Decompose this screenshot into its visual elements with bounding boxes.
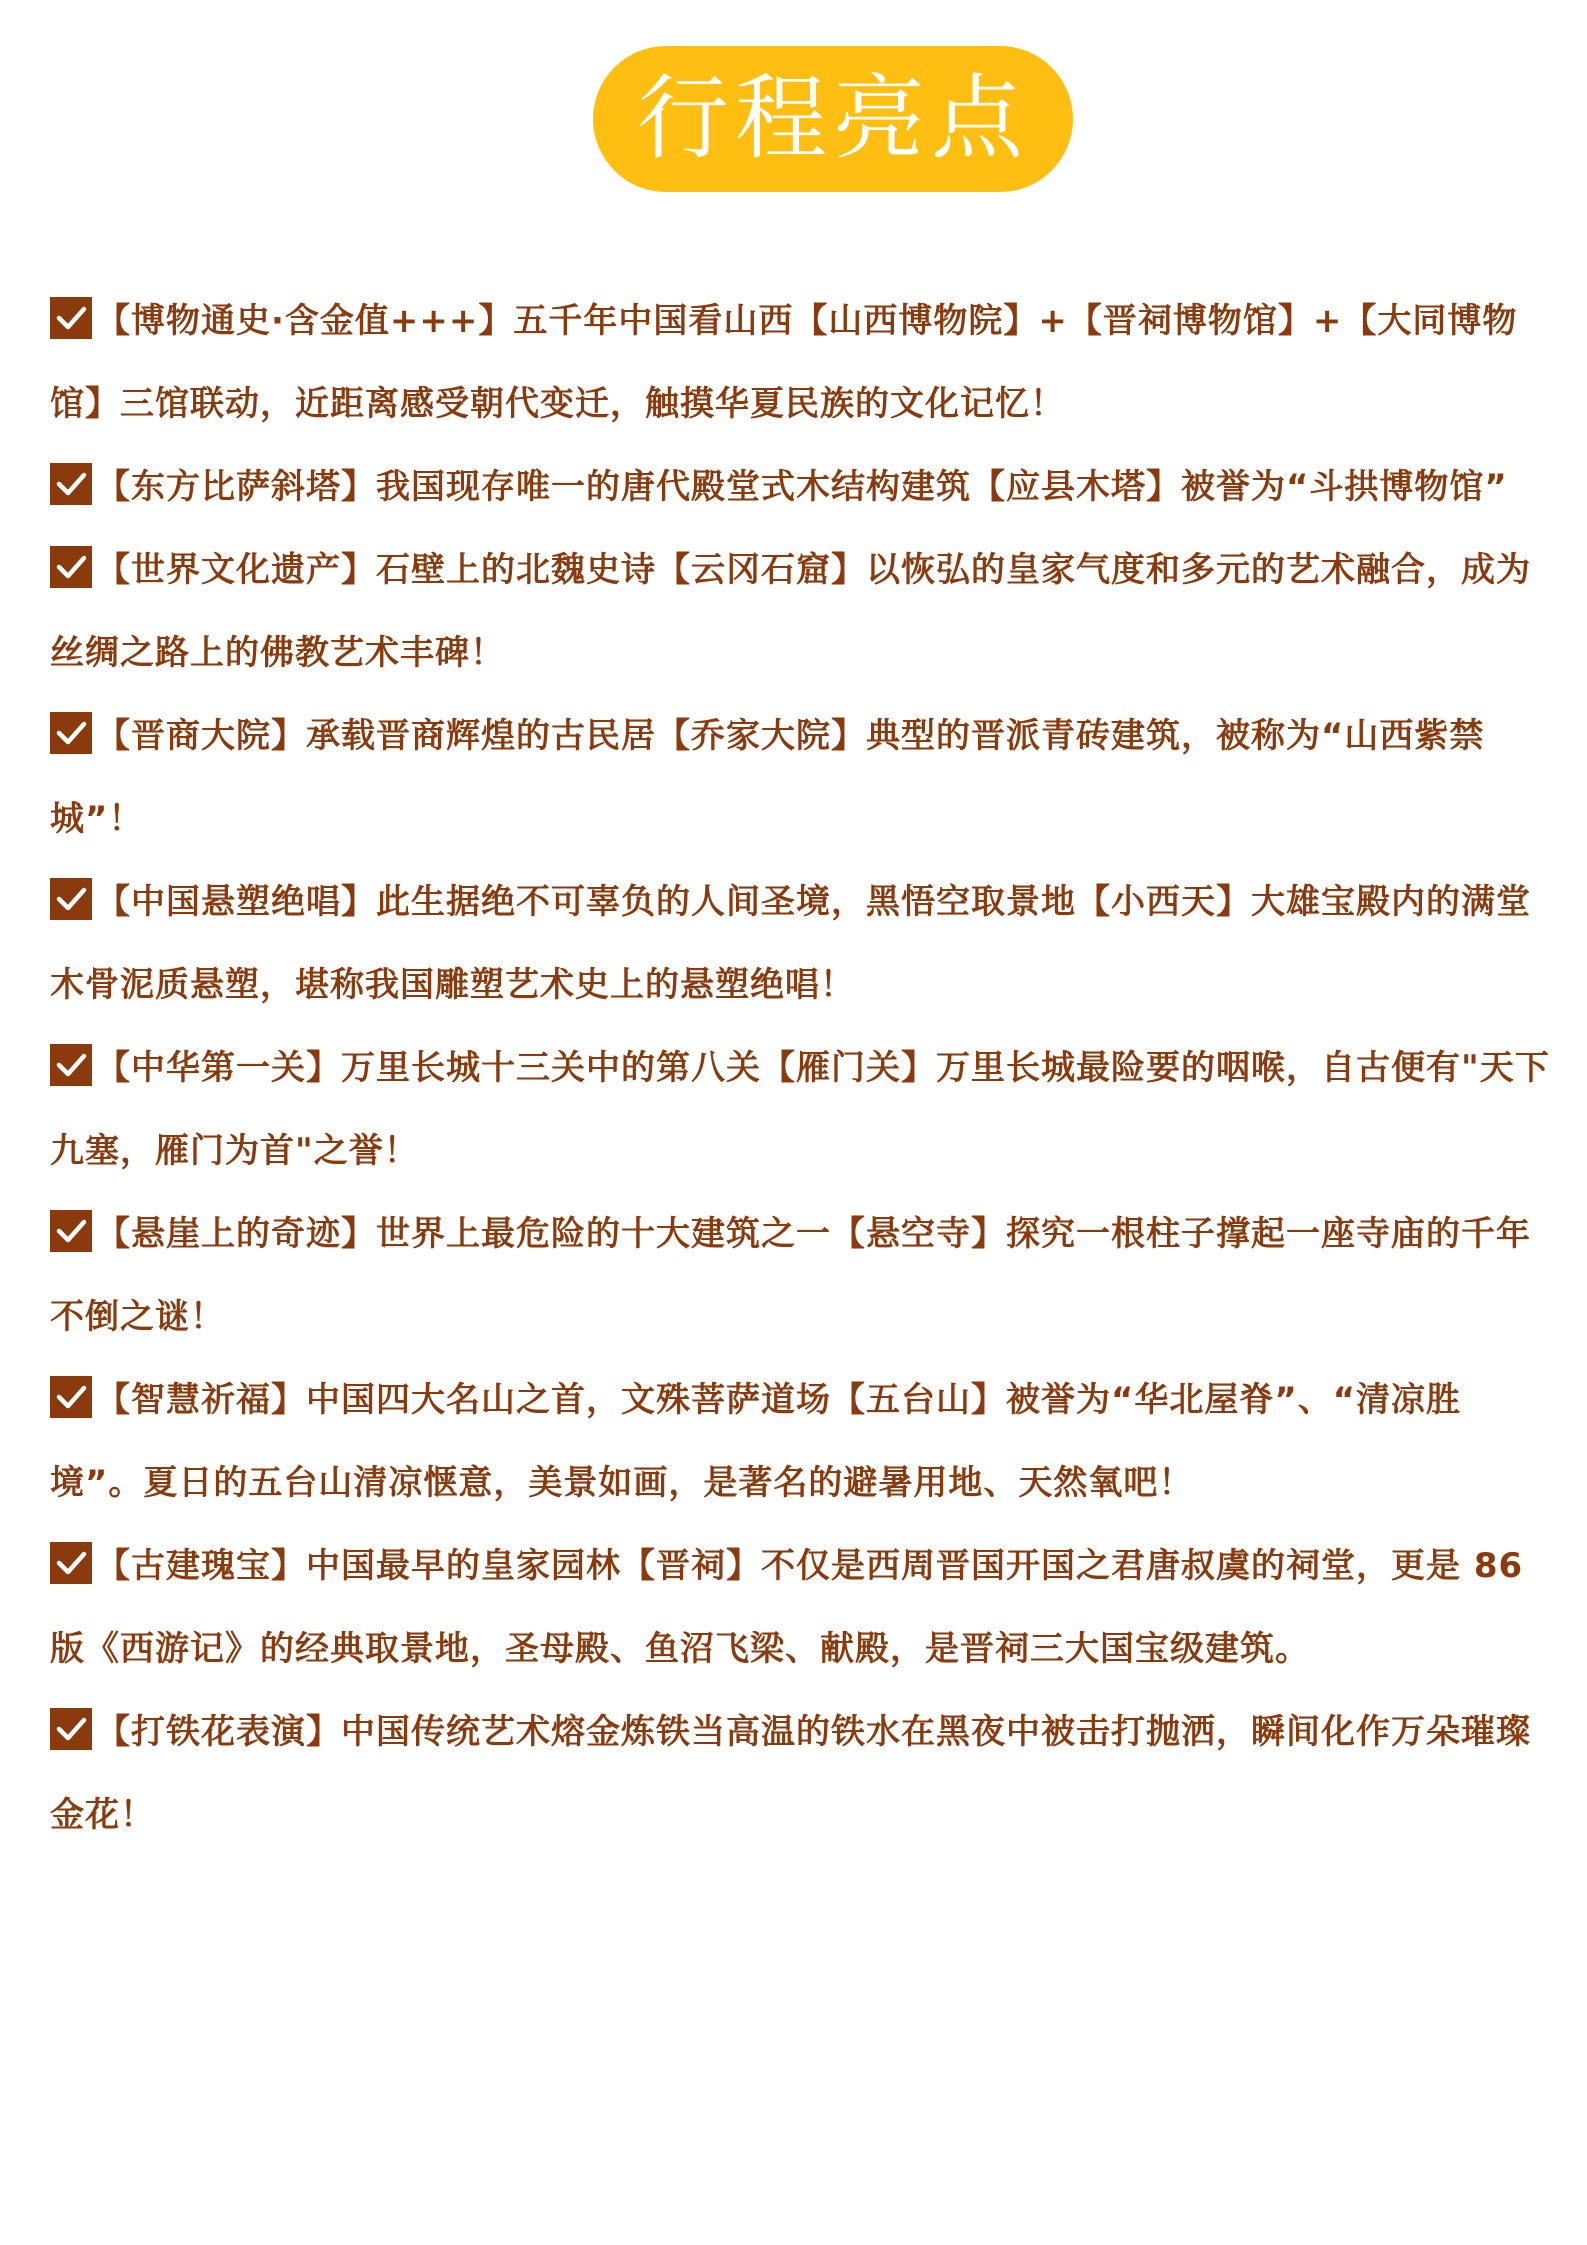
checkbox-checked-icon	[50, 1542, 92, 1584]
highlight-text: 【晋商大院】承载晋商辉煌的古民居【乔家大院】典型的晋派青砖建筑，被称为“山西紫禁城”！	[50, 716, 1485, 839]
page-title: 行程亮点	[636, 65, 1029, 172]
checkbox-checked-icon	[50, 463, 92, 505]
highlight-text: 【东方比萨斜塔】我国现存唯一的唐代殿堂式木结构建筑【应县木塔】被誉为“斗拱博物馆”	[96, 467, 1508, 507]
checkbox-checked-icon	[50, 297, 92, 339]
highlight-item	[50, 695, 1550, 861]
highlight-item	[50, 280, 1550, 446]
highlight-text: 【中国悬塑绝唱】此生据绝不可辜负的人间圣境，黑悟空取景地【小西天】大雄宝殿内的满堂木骨泥质悬塑，堪称我国雕塑艺术史上的悬塑绝唱！	[50, 882, 1531, 1005]
highlight-text: 【博物通史·含金值+++】五千年中国看山西【山西博物院】+【晋祠博物馆】+【大同博物馆】三馆联动，近距离感受朝代变迁，触摸华夏民族的文化记忆！	[50, 301, 1518, 424]
checkbox-checked-icon	[50, 1376, 92, 1418]
highlight-item	[50, 446, 1550, 529]
checkbox-checked-icon	[50, 1044, 92, 1086]
highlight-item	[50, 529, 1550, 695]
highlight-item	[50, 1525, 1550, 1691]
title-banner	[593, 46, 1073, 192]
checkbox-checked-icon	[50, 546, 92, 588]
highlight-text: 【世界文化遗产】石壁上的北魏史诗【云冈石窟】以恢弘的皇家气度和多元的艺术融合，成为丝绸之路上的佛教艺术丰碑！	[50, 550, 1531, 673]
checkbox-checked-icon	[50, 712, 92, 754]
highlight-text: 【智慧祈福】中国四大名山之首，文殊菩萨道场【五台山】被誉为“华北屋脊”、“清凉胜境”。夏日的五台山清凉惬意，美景如画，是著名的避暑用地、天然氧吧！	[50, 1380, 1462, 1503]
highlight-item	[50, 861, 1550, 1027]
checkbox-checked-icon	[50, 878, 92, 920]
highlight-text: 【中华第一关】万里长城十三关中的第八关【雁门关】万里长城最险要的咽喉，自古便有"天下九塞，雁门为首"之誉！	[50, 1048, 1550, 1171]
checkbox-checked-icon	[50, 1708, 92, 1750]
highlights-list	[50, 280, 1550, 1857]
highlight-text: 【悬崖上的奇迹】世界上最危险的十大建筑之一【悬空寺】探究一根柱子撑起一座寺庙的千年不倒之谜！	[50, 1214, 1531, 1337]
highlight-item	[50, 1027, 1550, 1193]
highlight-text: 【古建瑰宝】中国最早的皇家园林【晋祠】不仅是西周晋国开国之君唐叔虞的祠堂，更是 86 版《西游记》的经典取景地，圣母殿、鱼沼飞梁、献殿，是晋祠三大国宝级建筑。	[50, 1546, 1524, 1669]
highlight-item	[50, 1193, 1550, 1359]
highlight-item	[50, 1691, 1550, 1857]
checkbox-checked-icon	[50, 1210, 92, 1252]
highlight-item	[50, 1359, 1550, 1525]
highlight-text: 【打铁花表演】中国传统艺术熔金炼铁当高温的铁水在黑夜中被击打抛洒，瞬间化作万朵璀璨金花！	[50, 1712, 1531, 1835]
